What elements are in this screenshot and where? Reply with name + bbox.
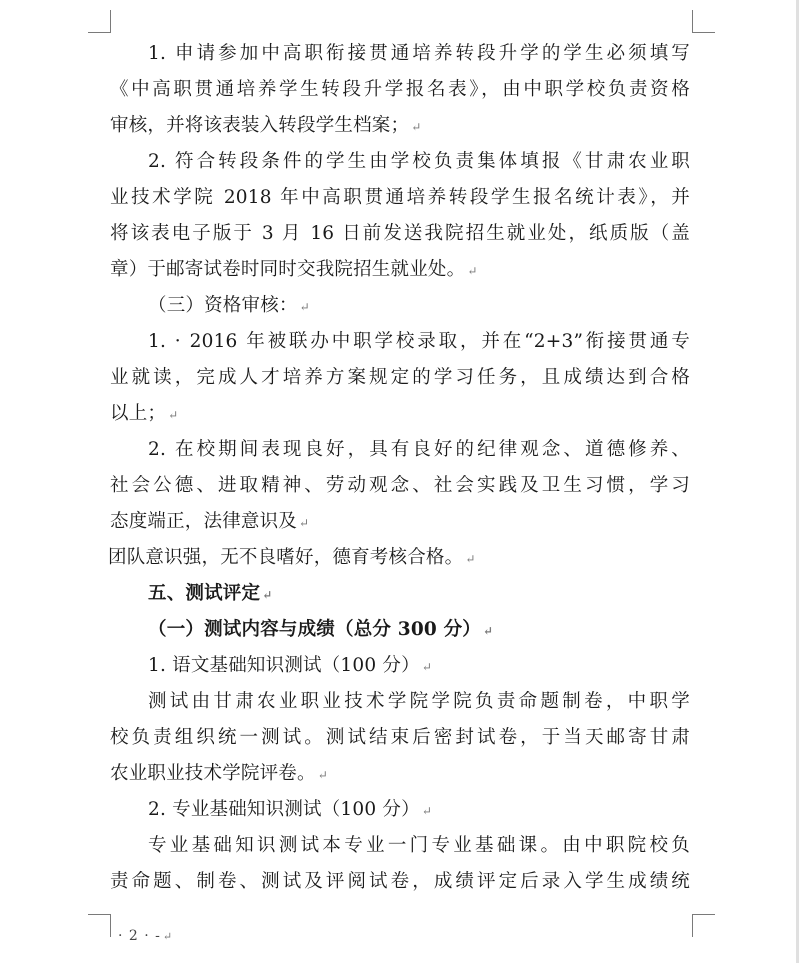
paragraph-mark-icon: ↵: [483, 624, 494, 638]
text-line: [110, 72, 690, 108]
text-line: [110, 360, 690, 396]
text-line: [110, 324, 690, 360]
line-text: 业就读，完成人才培养方案规定的学习任务，且成绩达到合格: [110, 367, 690, 388]
line-text: 2. 在校期间表现良好，具有良好的纪律观念、道德修养、: [148, 439, 690, 460]
text-line: [110, 252, 690, 288]
line-text: 以上；: [110, 403, 167, 424]
line-text: 章）于邮寄试卷时同时交我院招生就业处。: [110, 259, 466, 280]
text-line: [110, 864, 690, 900]
line-text: 1. · 2016 年被联办中职学校录取，并在“2+3”衔接贯通专: [148, 331, 690, 352]
page-number: · 2 · -: [118, 928, 161, 944]
text-line: [110, 648, 690, 684]
line-text: 团队意识强，无不良嗜好，德育考核合格。: [108, 547, 464, 568]
line-text: 1. 申请参加中高职衔接贯通培养转段升学的学生必须填写: [148, 43, 690, 64]
paragraph-mark-icon: ↵: [411, 120, 422, 134]
text-line: [110, 504, 690, 540]
paragraph-mark-icon: ↵: [421, 804, 433, 818]
paragraph-mark-icon: ↵: [467, 264, 478, 278]
line-text: 2. 符合转段条件的学生由学校负责集体填报《甘肃农业职: [148, 151, 690, 172]
text-line: [110, 792, 690, 828]
text-line: [110, 756, 690, 792]
paragraph-mark-icon: ↵: [162, 930, 174, 943]
line-text: 《中高职贯通培养学生转段升学报名表》，由中职学校负责资格: [110, 79, 690, 100]
crop-mark-bottom-left: [88, 914, 111, 937]
paragraph-mark-icon: ↵: [168, 408, 179, 422]
text-line: [110, 216, 690, 252]
paragraph-mark-icon: ↵: [262, 588, 273, 602]
crop-mark-top-right: [692, 10, 715, 33]
paragraph-mark-icon: ↵: [299, 516, 310, 530]
line-text: 将该表电子版于 3 月 16 日前发送我院招生就业处，纸质版（盖: [110, 223, 690, 244]
line-text: 社会公德、进取精神、劳动观念、社会实践及卫生习惯，学习: [110, 475, 690, 496]
line-text: 审核，并将该表装入转段学生档案；: [110, 115, 410, 136]
text-line: [110, 36, 690, 72]
text-line: [110, 468, 690, 504]
line-text: （三）资格审核：: [148, 295, 298, 316]
text-line: [110, 432, 690, 468]
line-text: 专业基础知识测试本专业一门专业基础课。由中职院校负: [148, 835, 690, 856]
crop-mark-bottom-right: [692, 914, 715, 937]
page-footer: [118, 928, 173, 944]
line-text: （一）测试内容与成绩（总分 300 分）: [148, 619, 481, 640]
paragraph-mark-icon: ↵: [465, 552, 476, 566]
text-line: [110, 612, 690, 648]
line-text: 校负责组织统一测试。测试结束后密封试卷，于当天邮寄甘肃: [110, 727, 690, 748]
line-text: 五、测试评定: [148, 583, 261, 604]
line-text: 测试由甘肃农业职业技术学院学院负责命题制卷，中职学: [148, 691, 690, 712]
document-body[interactable]: [110, 36, 690, 900]
line-text: 态度端正，法律意识及: [110, 511, 298, 532]
text-line: [108, 540, 690, 576]
text-line: [110, 144, 690, 180]
paragraph-mark-icon: ↵: [317, 768, 328, 782]
text-line: [110, 576, 690, 612]
text-line: [110, 684, 690, 720]
line-text: 2. 专业基础知识测试（100 分）: [148, 799, 420, 820]
line-text: 农业职业技术学院评卷。: [110, 763, 316, 784]
line-text: 1. 语文基础知识测试（100 分）: [148, 655, 420, 676]
text-line: [110, 828, 690, 864]
text-line: [110, 720, 690, 756]
text-line: [110, 180, 690, 216]
paragraph-mark-icon: ↵: [421, 660, 433, 674]
line-text: 责命题、制卷、测试及评阅试卷，成绩评定后录入学生成绩统: [110, 871, 690, 892]
paragraph-mark-icon: ↵: [299, 300, 310, 314]
crop-mark-top-left: [88, 10, 111, 33]
text-line: [110, 396, 690, 432]
line-text: 业技术学院 2018 年中高职贯通培养转段学生报名统计表》，并: [110, 187, 690, 208]
text-line: [110, 288, 690, 324]
text-line: [110, 108, 690, 144]
